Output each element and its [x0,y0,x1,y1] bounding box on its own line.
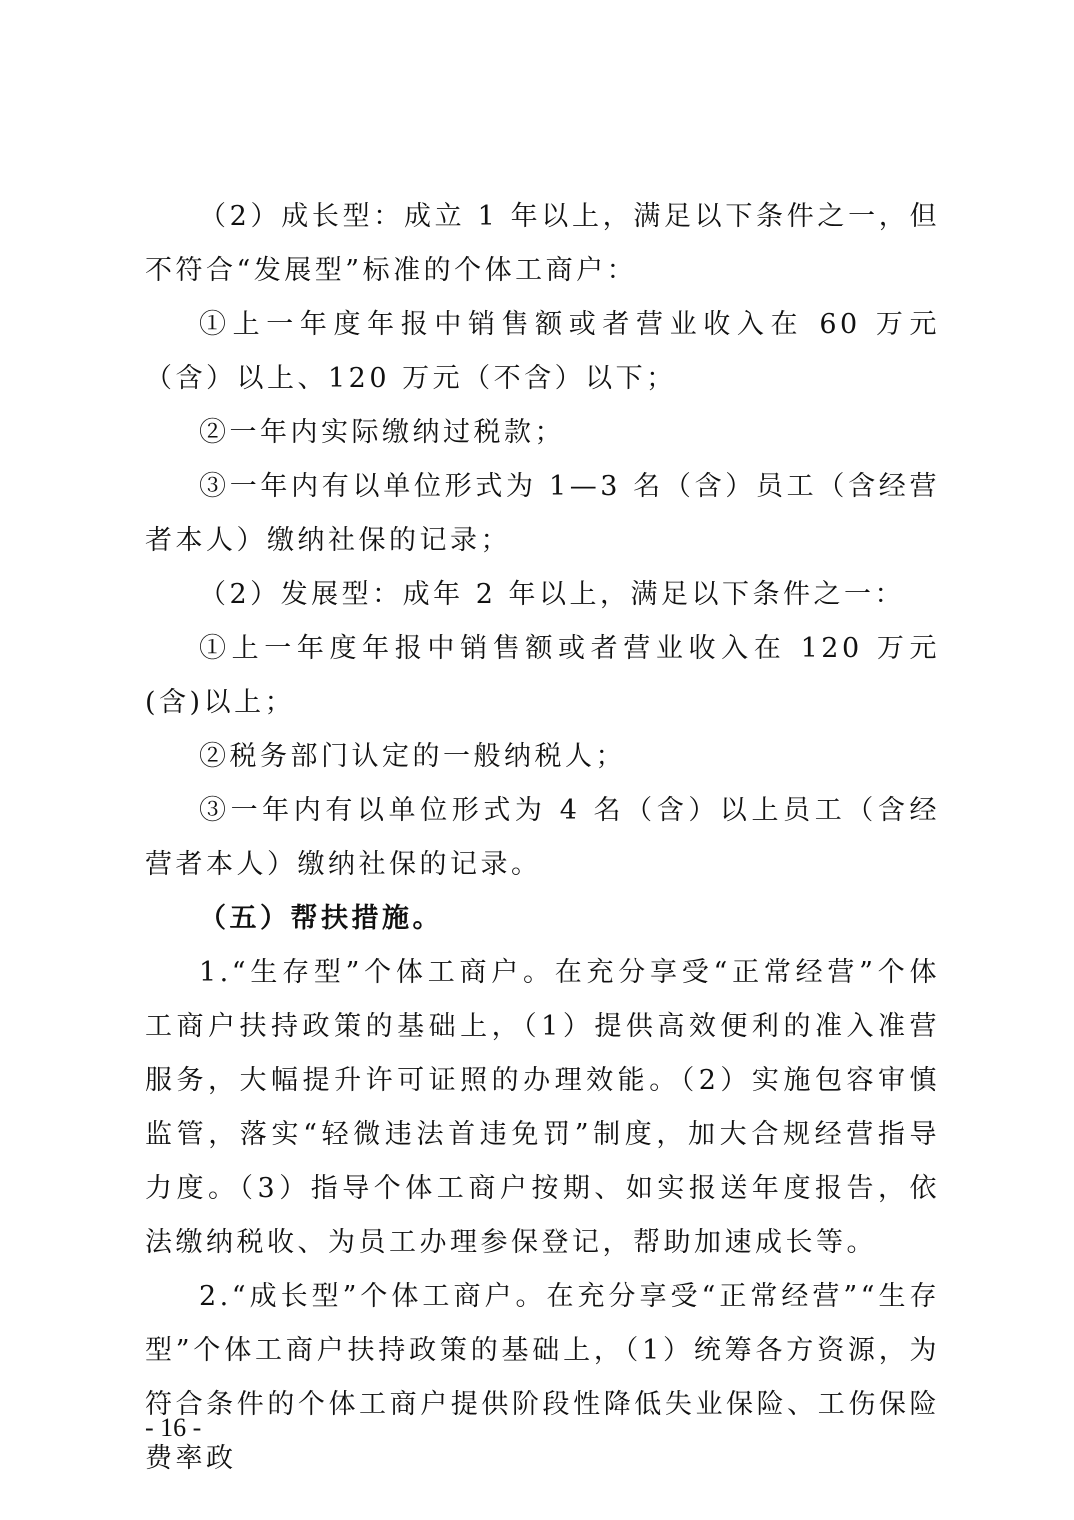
paragraph-development-condition-2: ②税务部门认定的一般纳税人； [199,741,626,772]
paragraph-growth-type-measures: 2.“成长型”个体工商户。在充分享受“正常经营”“生存型”个体工商户扶持政策的基础上，（1）统筹各方资源，为符合条件的个体工商户提供阶段性降低失业保险、工伤保险费率政 [145,1281,940,1474]
section-heading-support-measures: （五）帮扶措施。 [199,903,443,934]
paragraph-growth-type-definition: （2）成长型：成立 1 年以上，满足以下条件之一，但不符合“发展型”标准的个体工商户： [145,201,940,286]
page-number: - 16 - [145,1413,202,1442]
paragraph-growth-condition-1: ①上一年度年报中销售额或者营业收入在 60 万元（含）以上、120 万元（不含）以下； [145,309,940,394]
paragraph-survival-type-measures: 1.“生存型”个体工商户。在充分享受“正常经营”个体工商户扶持政策的基础上，（1）提供高效便利的准入准营服务，大幅提升许可证照的办理效能。（2）实施包容审慎监管，落实“轻微违法首违免罚”制度，加大合规经营指导力度。（3）指导个体工商户按期、如实报送年度报告，依法缴纳税收、为员工办理参保登记，帮助加速成长等。 [145,957,940,1258]
paragraph-development-condition-3: ③一年内有以单位形式为 4 名（含）以上员工（含经营者本人）缴纳社保的记录。 [145,795,940,880]
document-body [145,190,940,1486]
paragraph-development-condition-1: ①上一年度年报中销售额或者营业收入在 120 万元(含)以上； [145,633,940,718]
paragraph-growth-condition-3: ③一年内有以单位形式为 1—3 名（含）员工（含经营者本人）缴纳社保的记录； [145,471,940,556]
paragraph-growth-condition-2: ②一年内实际缴纳过税款； [199,417,565,448]
paragraph-development-type-definition: （2）发展型：成年 2 年以上，满足以下条件之一： [199,579,906,610]
